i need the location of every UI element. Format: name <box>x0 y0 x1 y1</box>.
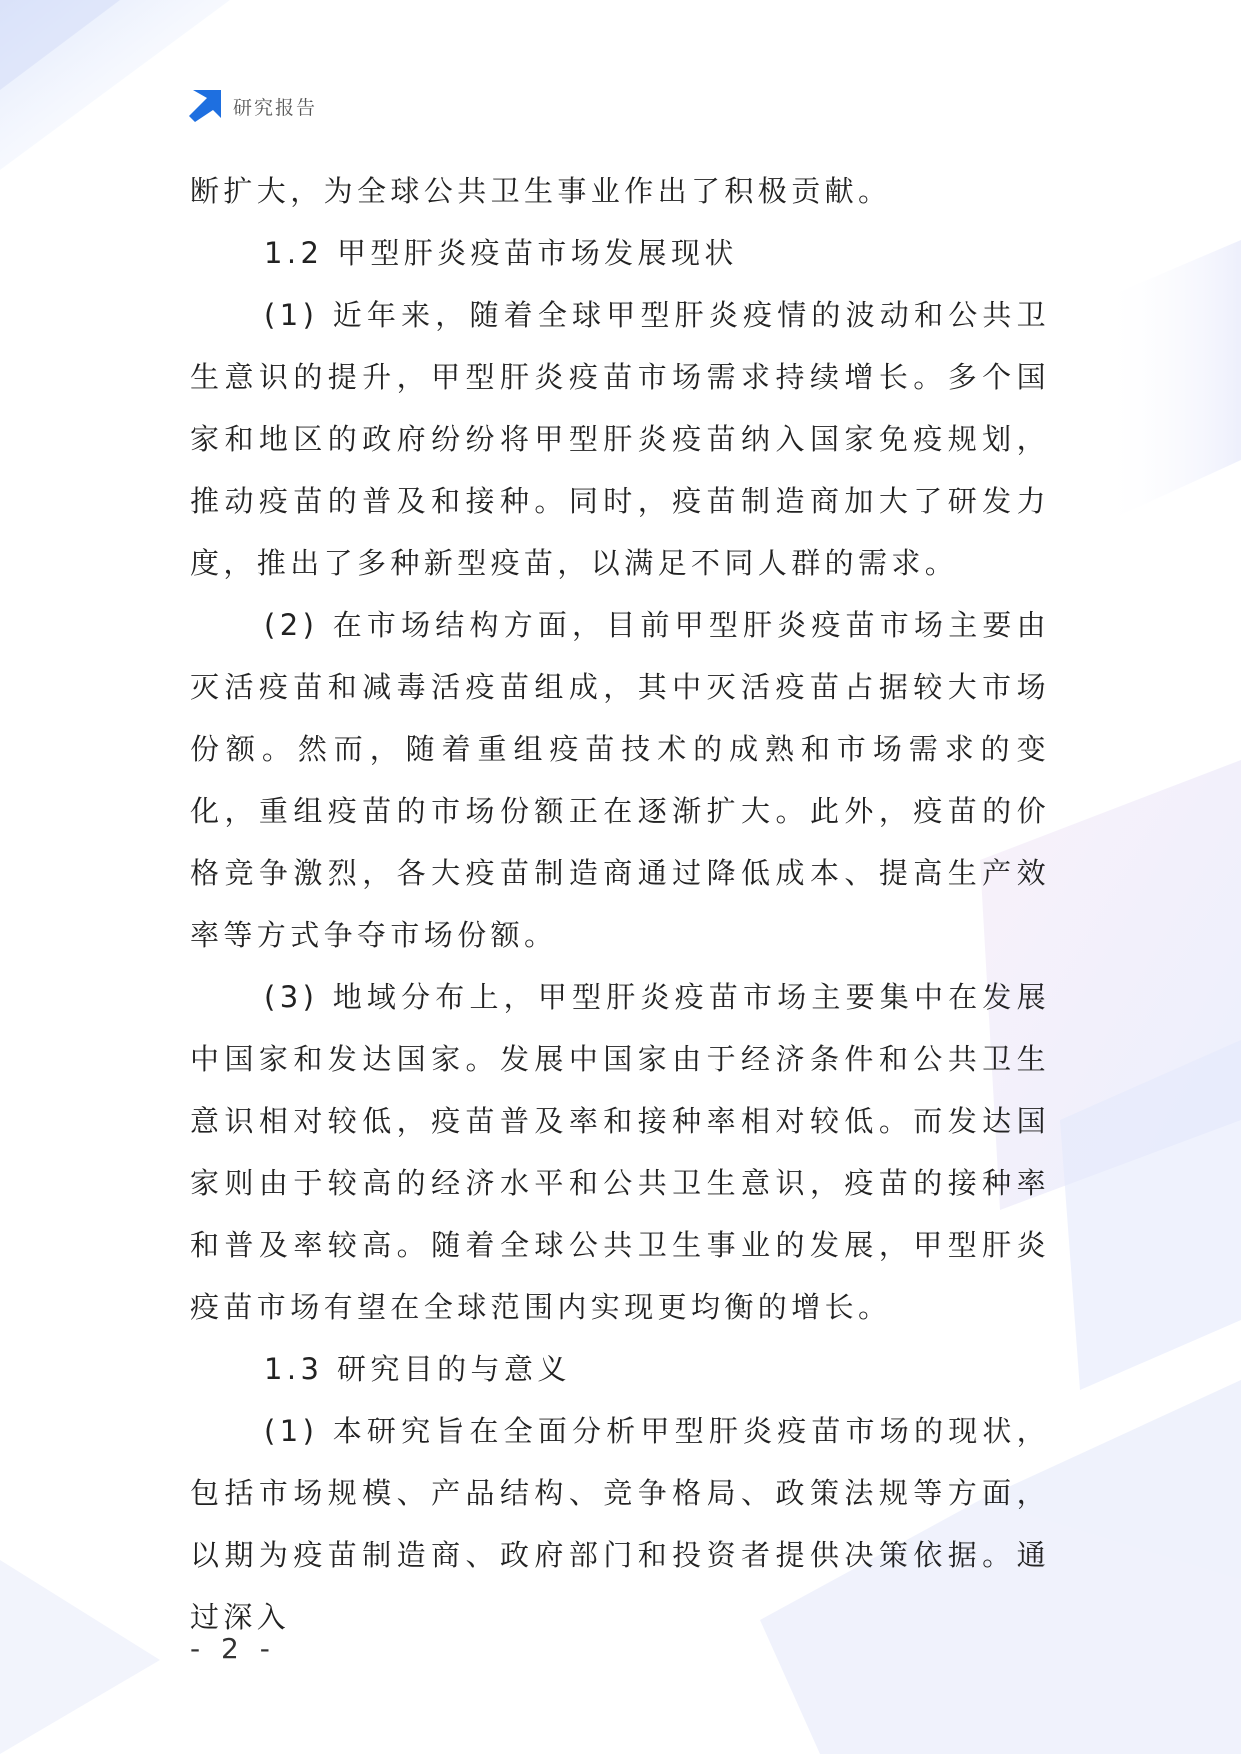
page-number: - 2 - <box>190 1632 276 1665</box>
section-heading-1-2: 1.2 甲型肝炎疫苗市场发展现状 <box>264 236 738 270</box>
paragraph-4: (1) 本研究旨在全面分析甲型肝炎疫苗市场的现状，包括市场规模、产品结构、竞争格局、政策法规等方面，以期为疫苗制造商、政府部门和投资者提供决策依据。通过深入 <box>190 1414 1050 1634</box>
arrow-up-right-icon <box>187 90 221 122</box>
document-body <box>190 160 1050 1648</box>
section-heading-1-3: 1.3 研究目的与意义 <box>264 1352 571 1386</box>
paragraph-1: (1) 近年来，随着全球甲型肝炎疫情的波动和公共卫生意识的提升，甲型肝炎疫苗市场需求持续增长。多个国家和地区的政府纷纷将甲型肝炎疫苗纳入国家免疫规划，推动疫苗的普及和接种。同时，疫苗制造商加大了研发力度，推出了多种新型疫苗，以满足不同人群的需求。 <box>190 298 1050 580</box>
header-title: 研究报告 <box>233 96 318 119</box>
document-header <box>187 90 317 122</box>
paragraph-2: (2) 在市场结构方面，目前甲型肝炎疫苗市场主要由灭活疫苗和减毒活疫苗组成，其中灭活疫苗占据较大市场份额。然而，随着重组疫苗技术的成熟和市场需求的变化，重组疫苗的市场份额正在逐渐扩大。此外，疫苗的价格竞争激烈，各大疫苗制造商通过降低成本、提高生产效率等方式争夺市场份额。 <box>190 608 1050 952</box>
paragraph-3: (3) 地域分布上，甲型肝炎疫苗市场主要集中在发展中国家和发达国家。发展中国家由于经济条件和公共卫生意识相对较低，疫苗普及率和接种率相对较低。而发达国家则由于较高的经济水平和公共卫生意识，疫苗的接种率和普及率较高。随着全球公共卫生事业的发展，甲型肝炎疫苗市场有望在全球范围内实现更均衡的增长。 <box>190 980 1050 1324</box>
paragraph-continuation: 断扩大，为全球公共卫生事业作出了积极贡献。 <box>190 174 892 208</box>
